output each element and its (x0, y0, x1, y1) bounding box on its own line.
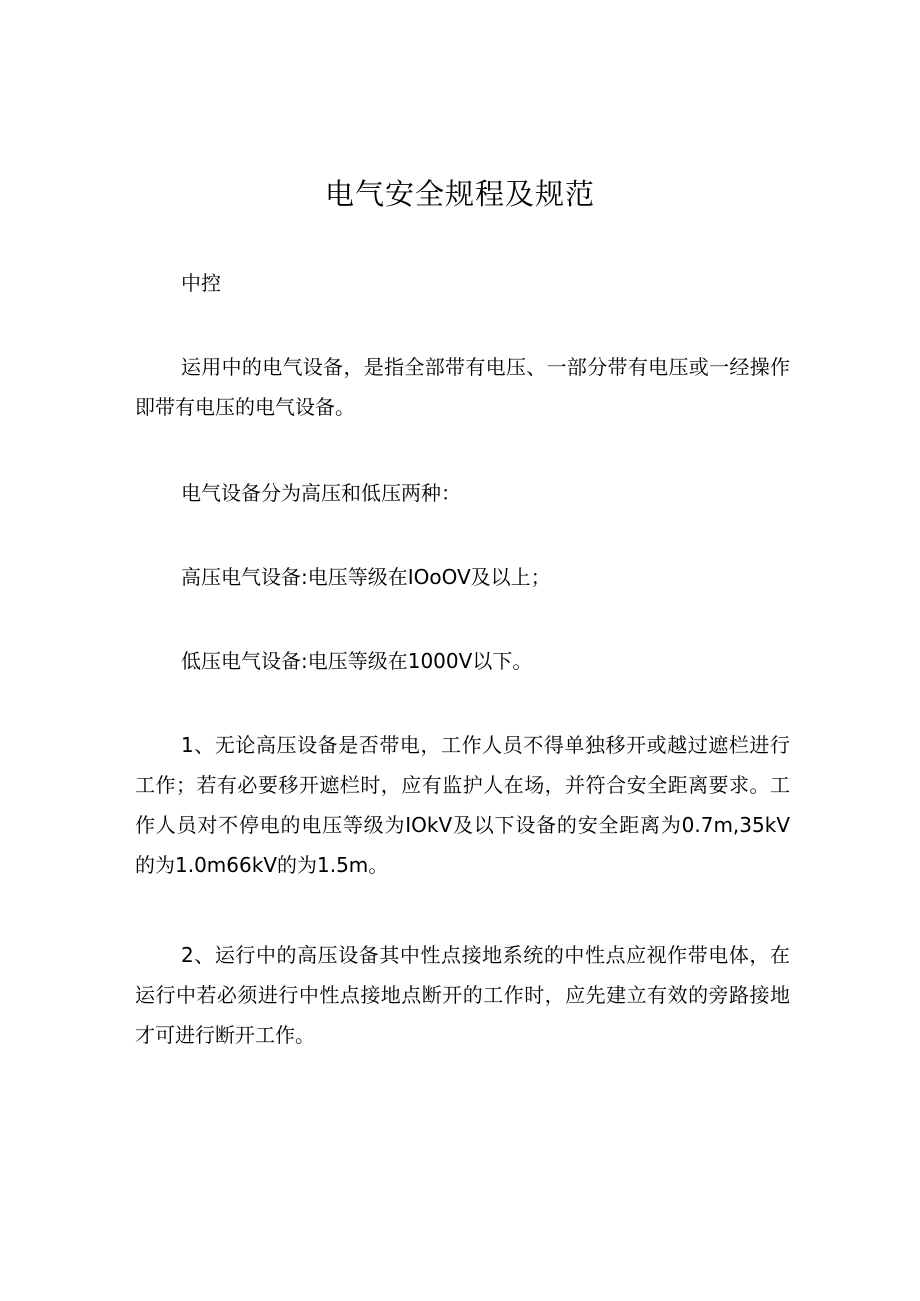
paragraph-categories: 电气设备分为高压和低压两种： (181, 481, 461, 505)
document-title: 电气安全规程及规范 (324, 177, 595, 211)
paragraph-rule-2: 2、运行中的高压设备其中性点接地系统的中性点应视作带电体，在运行中若必须进行中性点接地点断开的工作时，应先建立有效的旁路接地才可进行断开工作。 (135, 943, 790, 1047)
paragraph-low-voltage: 低压电气设备:电压等级在1000V以下。 (181, 649, 533, 673)
document-subtitle: 中控 (181, 271, 221, 295)
paragraph-high-voltage: 高压电气设备:电压等级在IOoOV及以上； (181, 565, 551, 589)
paragraph-intro: 运用中的电气设备，是指全部带有电压、一部分带有电压或一经操作即带有电压的电气设备。 (135, 355, 790, 419)
paragraph-rule-1: 1、无论高压设备是否带电，工作人员不得单独移开或越过遮栏进行工作；若有必要移开遮栏时，应有监护人在场，并符合安全距离要求。工作人员对不停电的电压等级为IOkV及以下设备的安全距离为0.7m,35kV的为1.0m66kV的为1.5m。 (135, 733, 790, 877)
